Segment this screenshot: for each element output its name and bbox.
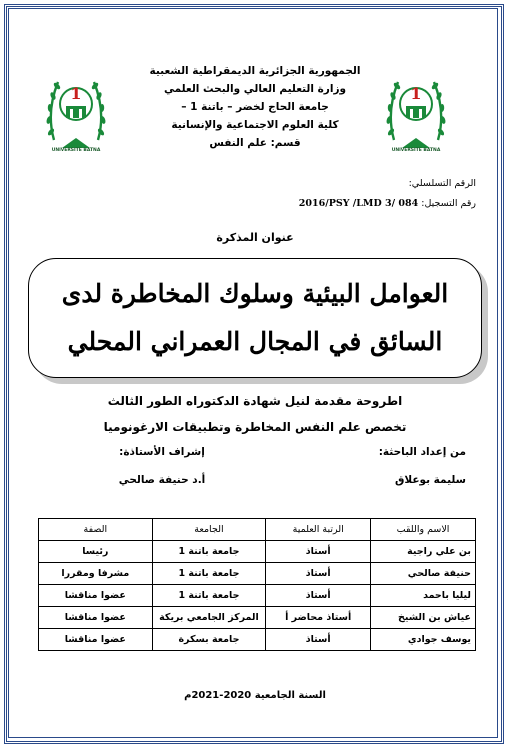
degree-statement: اطروحة مقدمة لنيل شهادة الدكتوراه الطور الثالث — [107, 394, 403, 408]
memo-title-label: عنوان المذكرة — [216, 231, 294, 244]
specialty-statement: تخصص علم النفس المخاطرة وتطبيقات الارغونوميا — [103, 420, 407, 434]
jury-university: جامعة بسكرة — [152, 629, 266, 651]
jury-role: مشرفا ومقررا — [39, 563, 153, 585]
jury-rank: أستاذ — [266, 629, 371, 651]
jury-header-row — [39, 519, 476, 541]
supervisor-name: أ.د حنيفة صالحي — [118, 474, 206, 486]
header-university: الجامعة — [152, 519, 266, 541]
jury-university: جامعة باتنة 1 — [152, 563, 266, 585]
header-faculty: كلية العلوم الاجتماعية والإنسانية — [171, 119, 339, 131]
header-department: قسم: علم النفس — [209, 137, 301, 149]
thesis-title-box — [28, 258, 482, 378]
header-republic: الجمهورية الجزائرية الديمقراطية الشعبية — [149, 65, 361, 77]
header-name: الاسم واللقب — [371, 519, 476, 541]
table-row — [39, 563, 476, 585]
author-name: سليمة بوعلاق — [394, 474, 466, 486]
registration-number: 2016/PSY /LMD 3/ 084 — [298, 198, 419, 209]
jury-role: عضوا مناقشا — [39, 607, 153, 629]
table-row — [39, 585, 476, 607]
logo-number: 1 — [70, 84, 82, 103]
laurel-emblem-icon — [44, 62, 108, 160]
jury-university: المركز الجامعي بريكة — [152, 607, 266, 629]
jury-name: حنيفة صالحي — [371, 563, 476, 585]
laurel-emblem-icon — [384, 62, 448, 160]
table-row — [39, 607, 476, 629]
institution-header — [130, 62, 380, 152]
jury-name: بن علي راجية — [371, 541, 476, 563]
table-row — [39, 541, 476, 563]
jury-rank: أستاذ محاضر أ — [266, 607, 371, 629]
author-label: من إعداد الباحثة: — [378, 446, 466, 458]
registration-label: رقم التسجيل: — [421, 198, 476, 209]
jury-name: عياش بن الشيخ — [371, 607, 476, 629]
logo-caption: UNIVERSITE BATNA — [391, 148, 441, 153]
header-role: الصفة — [39, 519, 153, 541]
jury-rank: أستاذ — [266, 585, 371, 607]
thesis-title-line-1: العوامل البيئية وسلوك المخاطرة لدى — [61, 279, 449, 308]
university-logo-left — [44, 62, 108, 160]
header-ministry: وزارة التعليم العالي والبحث العلمي — [163, 83, 347, 95]
table-row — [39, 629, 476, 651]
jury-name: ليليا باحمد — [371, 585, 476, 607]
thesis-title-line-2: السائق في المجال العمراني المحلي — [67, 327, 443, 356]
jury-role: عضوا مناقشا — [39, 585, 153, 607]
header-university: جامعة الحاج لخضر – باتنة 1 – — [181, 101, 329, 113]
jury-role: عضوا مناقشا — [39, 629, 153, 651]
logo-caption: UNIVERSITE BATNA — [51, 148, 101, 153]
serial-number-label: الرقم التسلسلي: — [408, 178, 476, 189]
jury-role: رئيسا — [39, 541, 153, 563]
supervisor-label: إشراف الأستاذة: — [119, 446, 205, 458]
logo-number: 1 — [410, 84, 422, 103]
academic-year: السنة الجامعية 2020-2021م — [184, 690, 326, 701]
jury-rank: أستاذ — [266, 563, 371, 585]
jury-university: جامعة باتنة 1 — [152, 541, 266, 563]
registration-line — [299, 198, 476, 209]
header-rank: الرتبة العلمية — [266, 519, 371, 541]
jury-table — [38, 518, 476, 651]
university-logo-right — [384, 62, 448, 160]
jury-rank: أستاذ — [266, 541, 371, 563]
jury-university: جامعة باتنة 1 — [152, 585, 266, 607]
jury-name: يوسف جوادي — [371, 629, 476, 651]
